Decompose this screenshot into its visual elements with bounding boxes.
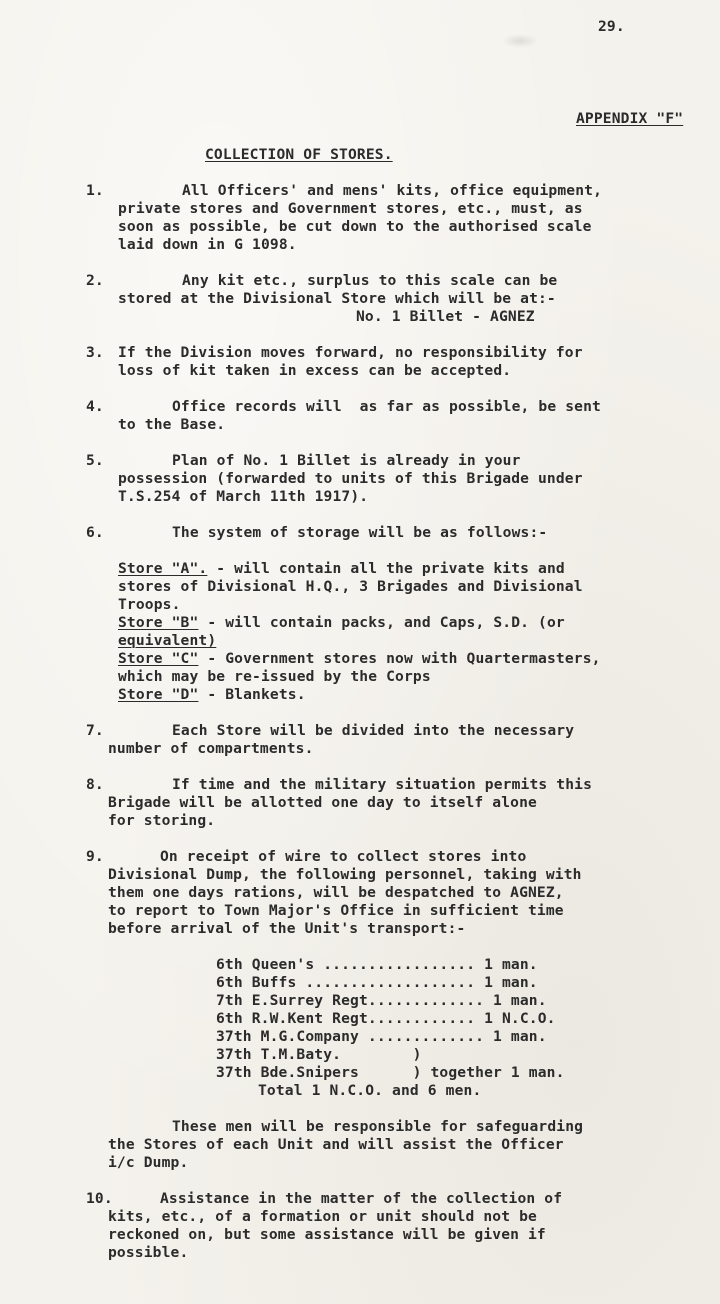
store-a-line: Troops. (118, 596, 181, 613)
personnel-row: 6th R.W.Kent Regt............ 1 N.C.O. (216, 1010, 556, 1027)
para-2-number: 2. (86, 272, 104, 289)
para-9-after-line: These men will be responsible for safeguarding (172, 1118, 584, 1135)
para-10-line: reckoned on, but some assistance will be given if (108, 1226, 546, 1243)
para-9-number: 9. (86, 848, 104, 865)
personnel-row: 7th E.Surrey Regt............. 1 man. (216, 992, 547, 1009)
para-2-line: Any kit etc., surplus to this scale can be (182, 272, 558, 289)
personnel-row: 37th T.M.Baty. ) (216, 1046, 422, 1063)
para-6-line: The system of storage will be as follows:- (172, 524, 548, 541)
para-9-line: to report to Town Major's Office in sufficient time (108, 902, 564, 919)
personnel-row: 37th M.G.Company ............. 1 man. (216, 1028, 547, 1045)
store-b-text: - will contain packs, and Caps, S.D. (or (198, 614, 565, 631)
para-6-number: 6. (86, 524, 104, 541)
store-c-line (118, 650, 601, 668)
para-2-line: stored at the Divisional Store which will be at:- (118, 290, 556, 307)
para-9-line: On receipt of wire to collect stores into (160, 848, 527, 865)
document-title: COLLECTION OF STORES. (205, 146, 393, 163)
store-d-text: - Blankets. (198, 686, 306, 703)
store-a-line (118, 560, 565, 578)
appendix-label: APPENDIX "F" (576, 110, 684, 127)
para-4-number: 4. (86, 398, 104, 415)
para-5-line: possession (forwarded to units of this Brigade under (118, 470, 583, 487)
personnel-row: 37th Bde.Snipers ) together 1 man. (216, 1064, 565, 1081)
store-b-line (118, 614, 565, 632)
para-2-line: No. 1 Billet - AGNEZ (356, 308, 535, 325)
para-1-number: 1. (86, 182, 104, 199)
store-d-label: Store "D" (118, 686, 199, 703)
para-3-line: loss of kit taken in excess can be accepted. (118, 362, 512, 379)
paper-smudge (502, 34, 538, 48)
para-9-line: before arrival of the Unit's transport:- (108, 920, 466, 937)
para-10-line: Assistance in the matter of the collection of (160, 1190, 563, 1207)
para-8-line: If time and the military situation permits this (172, 776, 593, 793)
personnel-total: Total 1 N.C.O. and 6 men. (258, 1082, 482, 1099)
para-8-number: 8. (86, 776, 104, 793)
para-5-line: Plan of No. 1 Billet is already in your (172, 452, 521, 469)
store-c-label: Store "C" (118, 650, 199, 667)
store-b-label: Store "B" (118, 614, 199, 631)
store-a-line: stores of Divisional H.Q., 3 Brigades and Divisional (118, 578, 583, 595)
page-number: 29. (598, 18, 625, 35)
personnel-row: 6th Queen's ................. 1 man. (216, 956, 538, 973)
para-9-after-line: the Stores of each Unit and will assist the Officer (108, 1136, 564, 1153)
para-7-line: number of compartments. (108, 740, 314, 757)
para-1-line: private stores and Government stores, etc., must, as (118, 200, 583, 217)
store-c-text: - Government stores now with Quartermasters, (198, 650, 601, 667)
para-7-line: Each Store will be divided into the necessary (172, 722, 575, 739)
para-4-line: Office records will as far as possible, be sent (172, 398, 601, 415)
para-10-line: possible. (108, 1244, 189, 1261)
para-3-line: If the Division moves forward, no responsibility for (118, 344, 583, 361)
para-9-line: them one days rations, will be despatched to AGNEZ, (108, 884, 564, 901)
para-8-line: Brigade will be allotted one day to itself alone (108, 794, 537, 811)
store-b-line: equivalent) (118, 632, 217, 649)
para-1-line: soon as possible, be cut down to the authorised scale (118, 218, 592, 235)
para-5-line: T.S.254 of March 11th 1917). (118, 488, 369, 505)
para-1-line: laid down in G 1098. (118, 236, 297, 253)
store-a-label: Store "A". (118, 560, 208, 577)
para-10-line: kits, etc., of a formation or unit should not be (108, 1208, 537, 1225)
para-1-line: All Officers' and mens' kits, office equipment, (182, 182, 603, 199)
store-a-text: - will contain all the private kits and (207, 560, 565, 577)
para-5-number: 5. (86, 452, 104, 469)
para-9-line: Divisional Dump, the following personnel, taking with (108, 866, 582, 883)
store-c-line: which may be re-issued by the Corps (118, 668, 431, 685)
para-3-number: 3. (86, 344, 104, 361)
para-4-line: to the Base. (118, 416, 226, 433)
para-8-line: for storing. (108, 812, 216, 829)
para-9-after-line: i/c Dump. (108, 1154, 189, 1171)
para-10-number: 10. (86, 1190, 113, 1207)
personnel-row: 6th Buffs ................... 1 man. (216, 974, 538, 991)
para-7-number: 7. (86, 722, 104, 739)
store-d-line (118, 686, 306, 704)
